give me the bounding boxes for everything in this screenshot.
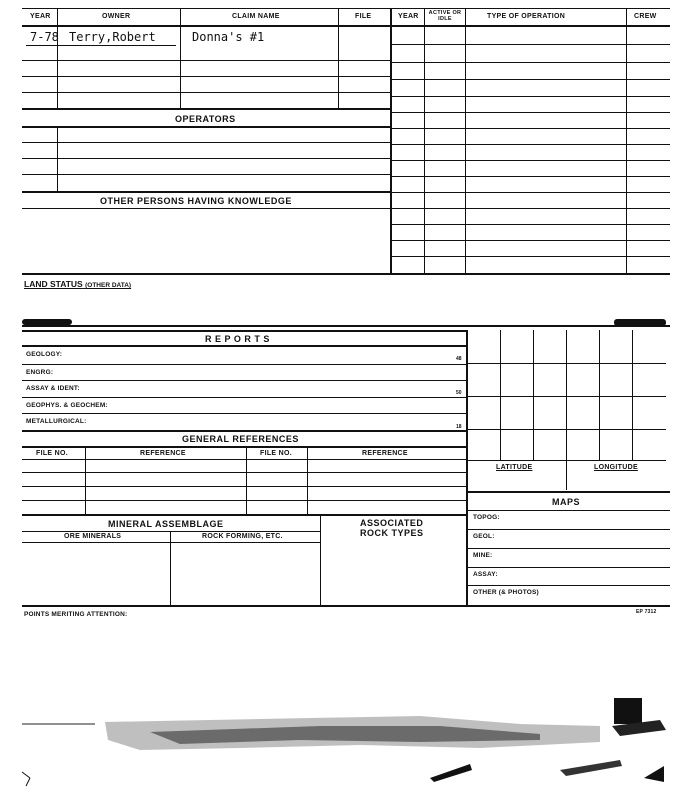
row-line — [22, 325, 670, 327]
reports-title: R E P O R T S — [205, 334, 270, 344]
associated-title-1: ASSOCIATED — [360, 518, 424, 528]
gr-header-ref-2: REFERENCE — [362, 450, 408, 457]
row-line — [466, 529, 670, 530]
row-line — [390, 96, 670, 97]
row-line — [22, 380, 466, 381]
row-line — [22, 459, 466, 460]
row-line — [22, 531, 320, 532]
reports-engrg: ENGRG: — [26, 369, 54, 376]
header-year-2: YEAR — [398, 13, 419, 20]
grid-line — [632, 330, 633, 460]
header-owner: OWNER — [102, 13, 131, 20]
ore-minerals-header: ORE MINERALS — [64, 533, 122, 540]
gr-header-file-2: FILE NO. — [260, 450, 292, 457]
claims-header-top-line — [22, 8, 670, 9]
entry-underline — [26, 45, 176, 46]
row-line — [390, 192, 670, 193]
row-line — [390, 44, 670, 45]
col-line — [57, 8, 58, 108]
claims-header-bottom-line — [22, 25, 670, 27]
header-active-or-idle: ACTIVE OR IDLE — [428, 10, 462, 22]
row-line — [22, 430, 466, 432]
operators-title: OPERATORS — [175, 114, 236, 124]
maps-other: OTHER (& PHOTOS) — [473, 589, 539, 596]
latitude-label: LATITUDE — [496, 464, 533, 471]
points-title: POINTS MERITING ATTENTION: — [24, 611, 128, 618]
header-claim-name: CLAIM NAME — [232, 13, 280, 20]
maps-title: MAPS — [552, 497, 581, 507]
row-line — [22, 345, 466, 347]
row-line — [390, 160, 670, 161]
entry-claim-name: Donna's #1 — [192, 30, 265, 44]
reports-assay-num: 50 — [456, 390, 462, 396]
row-line — [22, 500, 466, 501]
col-line — [57, 126, 58, 191]
row-line — [390, 208, 670, 209]
row-line — [466, 548, 670, 549]
row-line — [22, 174, 390, 175]
row-line — [466, 491, 670, 493]
row-line — [22, 92, 390, 93]
row-line — [22, 126, 390, 128]
reports-assay: ASSAY & IDENT: — [26, 385, 80, 392]
row-line — [466, 567, 670, 568]
rock-forming-header: ROCK FORMING, ETC. — [202, 533, 283, 540]
row-line — [22, 514, 466, 516]
col-line — [424, 8, 425, 273]
grid-line — [466, 396, 666, 397]
col-line — [246, 446, 247, 514]
reports-metallurgical: METALLURGICAL: — [26, 418, 87, 425]
reports-geology-num: 48 — [456, 356, 462, 362]
land-status-sub: (OTHER DATA) — [85, 282, 132, 289]
row-line — [22, 108, 390, 110]
longitude-label: LONGITUDE — [594, 464, 638, 471]
col-line — [85, 446, 86, 514]
land-status-label: LAND STATUS — [24, 279, 83, 289]
other-persons-title: OTHER PERSONS HAVING KNOWLEDGE — [100, 196, 292, 206]
row-line — [466, 585, 670, 586]
row-line — [22, 446, 466, 448]
maps-geol: GEOL: — [473, 533, 495, 540]
grid-line — [599, 330, 600, 460]
row-line — [22, 542, 320, 543]
row-line — [22, 413, 466, 414]
header-crew: CREW — [634, 13, 657, 20]
row-line — [390, 79, 670, 80]
gr-header-ref-1: REFERENCE — [140, 450, 186, 457]
maps-mine: MINE: — [473, 552, 493, 559]
grid-line — [466, 429, 666, 430]
form-code: EP 7312 — [636, 609, 657, 615]
row-line — [22, 472, 466, 473]
maps-assay: ASSAY: — [473, 571, 498, 578]
row-line — [22, 158, 390, 159]
row-line — [22, 364, 466, 365]
row-line — [22, 486, 466, 487]
land-status-title — [24, 279, 131, 289]
row-line — [22, 142, 390, 143]
row-line — [22, 191, 390, 193]
row-line — [390, 144, 670, 145]
reports-geology: GEOLOGY: — [26, 351, 63, 358]
row-line — [390, 176, 670, 177]
maps-topog: TOPOG: — [473, 514, 500, 521]
reports-metallurgical-num: 18 — [456, 424, 462, 430]
gr-header-file-1: FILE NO. — [36, 450, 68, 457]
row-line — [22, 76, 390, 77]
row-line — [390, 128, 670, 129]
col-line — [390, 8, 392, 273]
general-references-title: GENERAL REFERENCES — [182, 434, 299, 444]
header-year: YEAR — [30, 13, 51, 20]
reports-geophys: GEOPHYS. & GEOCHEM: — [26, 402, 108, 409]
grid-line — [566, 330, 567, 460]
row-line — [390, 112, 670, 113]
associated-title-2: ROCK TYPES — [360, 528, 424, 538]
col-line — [338, 8, 339, 108]
col-line — [170, 531, 171, 605]
row-line — [22, 60, 390, 61]
col-line — [307, 446, 308, 514]
header-file: FILE — [355, 13, 372, 20]
header-type-of-operation: TYPE OF OPERATION — [487, 13, 566, 20]
row-line — [390, 224, 670, 225]
row-line — [466, 510, 670, 511]
col-line — [320, 514, 321, 605]
row-line — [22, 330, 466, 332]
col-line — [180, 8, 181, 108]
entry-year: 7-78 — [30, 30, 59, 44]
col-line — [626, 8, 627, 273]
entry-owner: Terry,Robert — [69, 30, 156, 44]
grid-line — [466, 363, 666, 364]
row-line — [390, 62, 670, 63]
row-line — [22, 605, 670, 607]
col-line — [466, 330, 468, 605]
grid-line — [533, 330, 534, 460]
row-line — [390, 240, 670, 241]
col-line — [465, 8, 466, 273]
scan-noise-graphic — [0, 690, 678, 806]
grid-line — [500, 330, 501, 460]
mineral-assemblage-title: MINERAL ASSEMBLAGE — [108, 519, 224, 529]
row-line — [22, 208, 390, 209]
col-line — [566, 460, 567, 490]
row-line — [22, 397, 466, 398]
row-line — [22, 273, 670, 275]
row-line — [390, 256, 670, 257]
